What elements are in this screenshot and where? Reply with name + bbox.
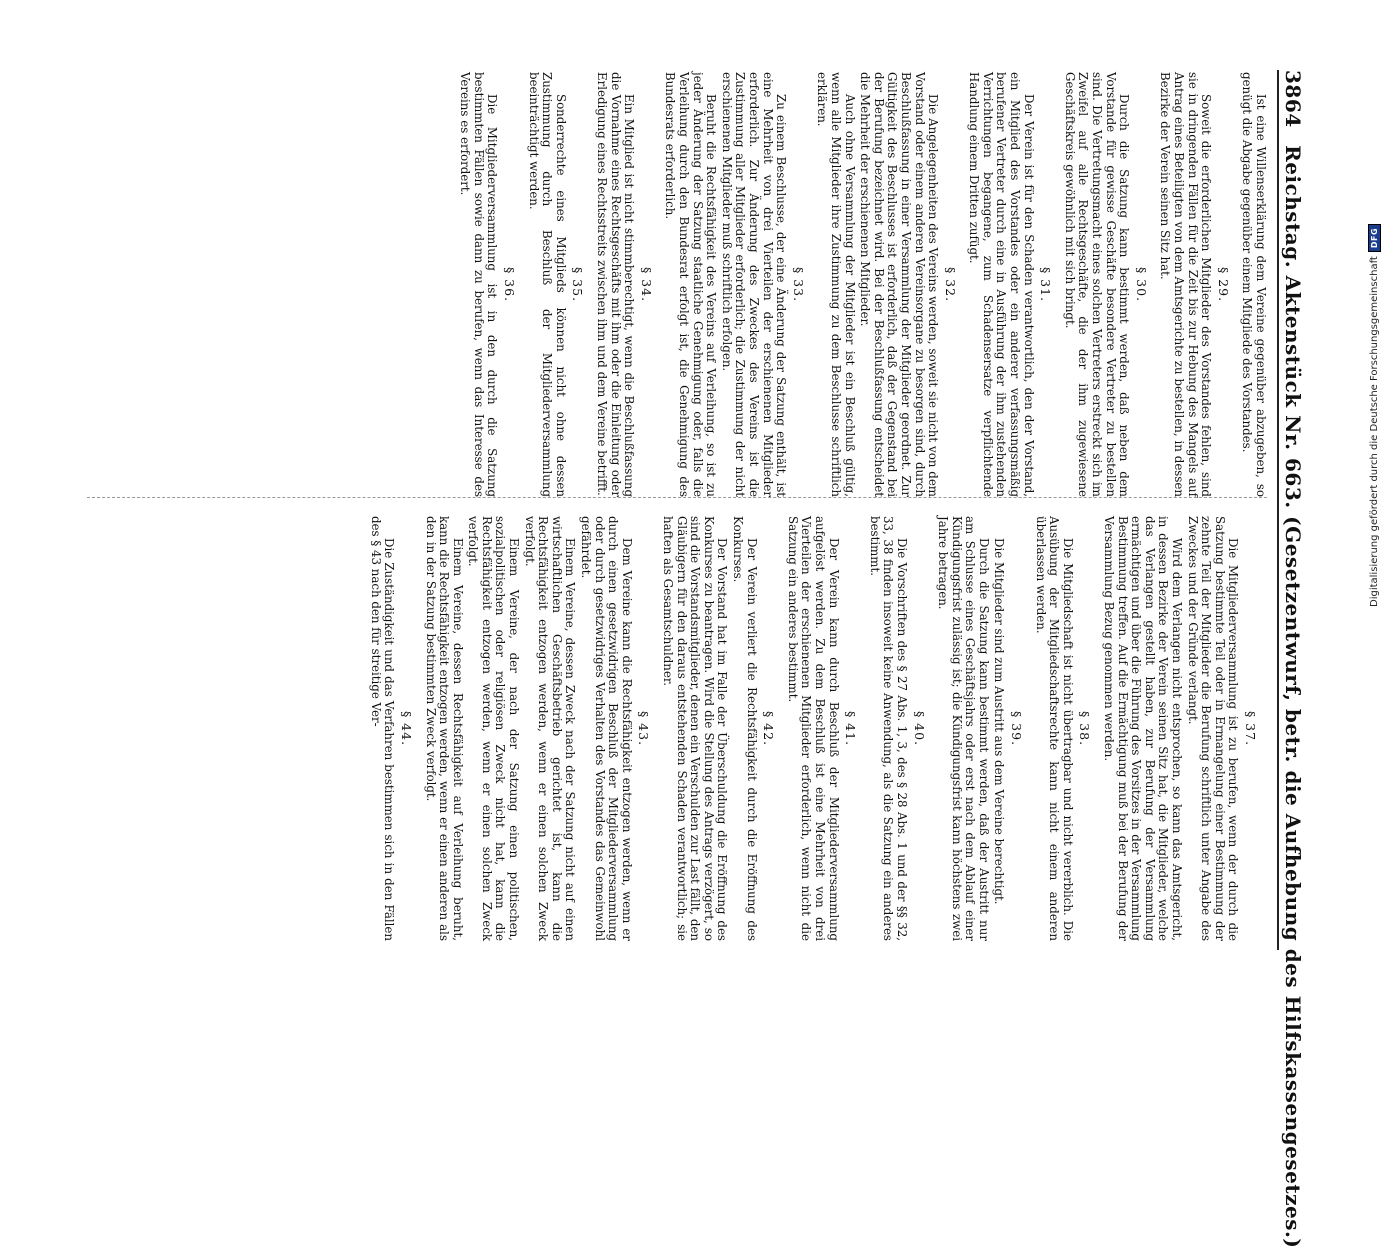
paragraph: Die Mitgliederversammlung ist zu berufen, wenn der durch die Satzung bestimmte Teil oder in Ermangelung einer Bestimmung der zehnte Teil der Mitglieder die Berufung schriftlich unter Angabe des Zweckes und der Gründe verlangt. xyxy=(1185,516,1241,941)
paragraph: Ein Mitglied ist nicht stimmberechtigt, wenn die Beschlußfassung die Vornahme eines Rechtsgeschäfts mit ihm oder die Einleitung oder Erledigung eines Rechtsstreits zwischen ihm und dem Vereine betrifft. xyxy=(595,72,637,497)
paragraph: Durch die Satzung kann bestimmt werden, daß der Austritt nur am Schlusse eines Geschäftsjahrs oder erst nach dem Ablauf einer Kündigungsfrist zulässig ist; die Kündigungsfrist kann höchstens zwei Jahre betragen. xyxy=(936,516,991,941)
section-heading: § 43. xyxy=(636,710,652,747)
paragraph: Die Mitgliedschaft ist nicht übertragbar und nicht vererblich. Die Ausübung der Mitgliedschaftsrechte kann nicht einem anderen überlassen werden. xyxy=(1033,516,1075,941)
section-heading: § 37. xyxy=(1243,710,1258,747)
paragraph: Die Mitglieder sind zum Austritt aus dem Vereine berechtigt. xyxy=(992,538,1007,905)
paragraph: Einem Vereine, der nach der Satzung einen politischen, sozialpolitischen oder religiösen Zweck nicht hat, kann die Rechtsfähigkeit entzogen werden, wenn er einen solchen Zweck verfolgt. xyxy=(466,516,522,941)
section-heading: § 42. xyxy=(761,710,777,747)
paragraph: Die Zuständigkeit und das Verfahren bestimmen sich in den Fällen des § 43 nach den für streitige Ver- xyxy=(368,516,397,941)
right-column xyxy=(366,516,1267,941)
paragraph: Der Verein ist für den Schaden verantwortlich, den der Vorstand, ein Mitglied des Vorstandes oder ein anderer verfassungsmäßig berufener Vertreter durch eine in Ausführung der ihm zustehenden Verrichtungen begangene, zum Schadensersatze verpflichtende Handlung einem Dritten zufügt. xyxy=(967,72,1036,497)
section-heading: § 31. xyxy=(1038,266,1054,303)
paragraph: Beruht die Rechtsfähigkeit des Vereins auf Verleihung, so ist zu jeder Änderung der Satzung staatliche Genehmigung oder, falls die Verleihung durch den Bundesrat erfolgt ist, die Genehmigung des Bundesrats erforderlich. xyxy=(663,72,719,497)
paragraph: Der Verein verliert die Rechtsfähigkeit durch die Eröffnung des Konkurses. xyxy=(731,516,759,941)
section-heading: § 35. xyxy=(570,266,586,303)
section-heading: § 29. xyxy=(1215,266,1231,303)
paragraph: Einem Vereine, dessen Zweck nach der Satzung nicht auf einen wirtschaftlichen Geschäftsbetrieb gerichtet ist, kann die Rechtsfähigkeit entzogen werden, wenn er einen solchen Zweck verfolgt. xyxy=(522,516,578,941)
left-column xyxy=(456,72,1267,497)
paragraph: Auch ohne Versammlung der Mitglieder ist ein Beschluß gültig, wenn alle Mitglieder ihre Zustimmung zu dem Beschlusse schriftlich erklären. xyxy=(815,72,857,497)
section-heading: § 34. xyxy=(638,266,654,303)
section-heading: § 39. xyxy=(1009,710,1025,747)
digitization-credit xyxy=(1367,207,1381,607)
dfg-logo: DFG xyxy=(1368,224,1381,252)
page-header xyxy=(1277,70,1305,1248)
paragraph: Dem Vereine kann die Rechtsfähigkeit entzogen werden, wenn er durch einen gesetzwidrigen Beschluß der Mitgliederversammlung oder durch gesetzwidriges Verhalten des Vorstandes das Gemeinwohl gefährdet. xyxy=(579,516,634,941)
paragraph: Durch die Satzung kann bestimmt werden, daß neben dem Vorstande für gewisse Geschäfte besondere Vertreter zu bestellen sind. Die Vertretungsmacht eines solchen Vertreters erstreckt sich im Zweifel auf alle Rechtsgeschäfte, die der ihm zugewiesene Geschäftskreis gewöhnlich mit sich bringt. xyxy=(1062,72,1132,497)
page-title: Reichstag. Aktenstück Nr. 663. (Gesetzentwurf, betr. die Aufhebung des Hilfskassengesetzes.) xyxy=(1281,145,1305,1248)
paragraph: Sonderrechte eines Mitglieds können nicht ohne dessen Zustimmung durch Beschluß der Mitgliederversammlung beeinträchtigt werden. xyxy=(526,72,568,497)
paragraph: Soweit die erforderlichen Mitglieder des Vorstandes fehlen, sind sie in dringenden Fällen für die Zeit bis zur Hebung des Mangels auf Antrag eines Beteiligten von dem Amtsgerichte zu bestellen, in dessen Bezirke der Verein seinen Sitz hat. xyxy=(1158,72,1214,497)
column-divider xyxy=(87,497,1267,498)
section-heading: § 41. xyxy=(843,710,859,747)
paragraph: Ist eine Willenserklärung dem Vereine gegenüber abzugeben, so genügt die Abgabe gegenüber einem Mitgliede des Vorstandes. xyxy=(1240,72,1268,497)
page-number: 3864 xyxy=(1281,70,1305,128)
paragraph: Zu einem Beschlusse, der eine Änderung der Satzung enthält, ist eine Mehrheit von drei Vierteilen der erschienenen Mitglieder erforderlich. Zur Änderung des Zweckes des Vereins ist die Zustimmung aller Mitglieder erforderlich; die Zustimmung der nicht erschienenen Mitglieder muß schriftlich erfolgen. xyxy=(719,72,789,497)
paragraph: Der Verein kann durch Beschluß der Mitgliederversammlung aufgelöst werden. Zu dem Beschluß ist eine Mehrheit von drei Vierteilen der erschienenen Mitglieder erforderlich, wenn nicht die Satzung ein anderes bestimmt. xyxy=(785,516,841,941)
paragraph: Die Vorschriften des § 27 Abs. 1, 3, des § 28 Abs. 1 und der §§ 32, 33, 38 finden insoweit keine Anwendung, als die Satzung ein anderes bestimmt. xyxy=(867,516,909,941)
paragraph: Die Angelegenheiten des Vereins werden, soweit sie nicht von dem Vorstand oder einem anderen Vereinsorgane zu besorgen sind, durch Beschlußfassung in einer Versammlung der Mitglieder geordnet. Zur Gültigkeit des Beschlusses ist erforderlich, daß der Gegenstand bei der Berufung bezeichnet wird. Bei der Beschlußfassung entscheidet die Mehrheit der erschienenen Mitglieder. xyxy=(858,72,941,497)
section-heading: § 44. xyxy=(398,710,414,747)
paragraph: Der Vorstand hat im Falle der Überschuldung die Eröffnung des Konkurses zu beantragen. Wird die Stellung des Antrags verzögert, so sind die Vorstandsmitglieder, denen ein Verschulden zur Last fällt, den Gläubigern für den daraus entstehenden Schaden verantwortlich; sie haften als Gesamtschuldner. xyxy=(661,516,730,941)
section-heading: § 40. xyxy=(911,710,927,747)
section-heading: § 30. xyxy=(1133,266,1149,303)
section-heading: § 38. xyxy=(1077,710,1093,747)
paragraph: Die Mitgliederversammlung ist in den durch die Satzung bestimmten Fällen sowie dann zu berufen, wenn das Interesse des Vereins es erfordert. xyxy=(458,72,500,497)
paragraph: Einem Vereine, dessen Rechtsfähigkeit auf Verleihung beruht, kann die Rechtsfähigkeit entzogen werden, wenn er einen anderen als den in der Satzung bestimmten Zweck verfolgt. xyxy=(423,516,465,941)
credit-text: Digitalisierung gefördert durch die Deutsche Forschungsgemeinschaft xyxy=(1368,256,1380,607)
section-heading: § 36. xyxy=(502,266,518,303)
section-heading: § 32. xyxy=(942,266,958,303)
paragraph: Wird dem Verlangen nicht entsprochen, so kann das Amtsgericht, in dessen Bezirke der Verein seinen Sitz hat, die Mitglieder, welche das Verlangen gestellt haben, zur Berufung der Versammlung ermächtigen und über die Führung des Vorsitzes in der Versammlung Bestimmung treffen. Auf die Ermächtigung muß bei der Berufung der Versammlung Bezug genommen werden. xyxy=(1102,516,1185,941)
section-heading: § 33. xyxy=(790,266,806,303)
